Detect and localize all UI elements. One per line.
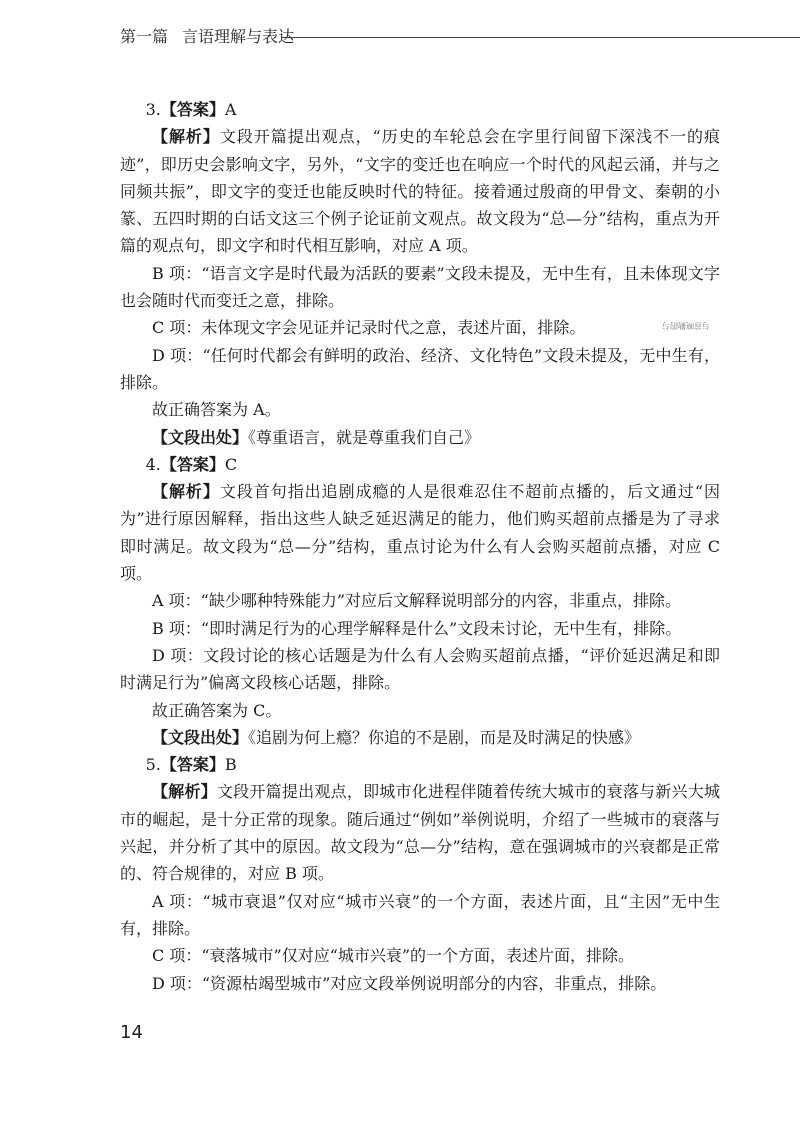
q3-number: 3. [145,100,161,119]
q4-option-b: B 项：“即时满足行为的心理学解释是什么”文段未讨论，无中生有，排除。 [152,618,682,638]
q4-option-a: A 项：“缺少哪种特殊能力”对应后文解释说明部分的内容，非重点，排除。 [152,591,682,611]
q5-option-a: A 项：“城市衰退”仅对应“城市兴衰”的一个方面，表述片面，且“主因”无中生有，排除。 [120,891,720,938]
q5-option-c: C 项：“衰落城市”仅对应“城市兴衰”的一个方面，表述片面，排除。 [152,946,635,966]
q3-option-b: B 项：“语言文字是时代最为活跃的要素”文段未提及，无中生有，且未体现文字也会随时代而变迁之意，排除。 [120,263,720,311]
q5-answer-value: B [224,755,237,775]
q3-conclusion: 故正确答案为 A。 [152,400,281,420]
margin-note: 与首映勤的与 [662,321,710,330]
q3-source [120,424,720,451]
q3-option-d: D 项：“任何时代都会有鲜明的政治、经济、文化特色”文段未提及，无中生有，排除。 [120,345,720,392]
q5-answer-line [120,751,720,778]
q5-analysis-label: 【解析】 [152,782,217,802]
q5-analysis-text: 文段开篇提出观点，即城市化进程伴随着传统大城市的衰落与新兴大城市的崛起，是十分正常的现象。随后通过“例如”举例说明，介绍了一些城市的衰落与兴起，并分析了其中的原因。故文段为“总—分”结构，意在强调城市的兴衰都是正常的、符合规律的，对应 B 项。 [120,782,720,884]
header-title: 言语理解与表达 [182,27,295,46]
running-header [120,22,720,46]
q3-analysis-text: 文段开篇提出观点，“历史的车轮总会在字里行间留下深浅不一的痕迹”，即历史会影响文字，另外，“文字的变迁也在响应一个时代的风起云涌，并与之同频共振”，即文字的变迁也能反映时代的特征。接着通过殷商的甲骨文、秦朝的小篆、五四时期的白话文这三个例子论证前文观点。故文段为“总—分”结构，重点为开篇的观点句，即文字和时代相互影响，对应 A 项。 [120,127,720,256]
q4-source-text: 《追剧为何上瘾？你追的不是剧，而是及时满足的快感》 [248,727,641,747]
q4-analysis-label: 【解析】 [152,482,220,502]
q3-option-c: C 项：未体现文字会见证并记录时代之意，表述片面，排除。 [152,318,586,338]
q3-answer-value: A [224,100,237,119]
q3-answer-line [120,96,720,123]
q5-analysis [120,778,720,887]
q4-analysis-text: 文段首句指出追剧成瘾的人是很难忍住不超前点播的，后文通过“因为”进行原因解释，指出这些人缺乏延迟满足的能力，他们购买超前点播是为了寻求即时满足。故文段为“总—分”结构，重点讨论为什么有人会购买超前点播，对应 C 项。 [120,482,720,584]
header-text [120,24,294,47]
q4-answer-value: C [224,454,238,474]
q3-source-text: 《尊重语言，就是尊重我们自己》 [248,427,481,447]
q4-conclusion: 故正确答案为 C。 [152,700,282,720]
q3-source-label: 【文段出处】 [152,427,249,447]
q3-answer-label: 【答案】 [160,100,225,119]
q4-number: 4. [145,454,161,474]
q4-source [120,724,720,751]
q5-answer-label: 【答案】 [160,755,225,775]
q4-answer-label: 【答案】 [160,454,225,474]
q4-source-label: 【文段出处】 [152,727,249,747]
q4-answer-line [120,451,720,478]
page-number: 14 [120,1022,143,1043]
q3-analysis-label: 【解析】 [152,127,220,147]
header-rule [282,37,800,38]
q4-option-d: D 项：文段讨论的核心话题是为什么有人会购买超前点播，“评价延迟满足和即时满足行为”偏离文段核心话题，排除。 [120,645,720,693]
q3-analysis [120,123,720,259]
answer-content [120,96,720,997]
q5-option-d: D 项：“资源枯竭型城市”对应文段举例说明部分的内容，非重点，排除。 [152,973,667,993]
q4-analysis [120,478,720,587]
header-chapter: 第一篇 [120,27,169,46]
q5-number: 5. [145,755,161,775]
